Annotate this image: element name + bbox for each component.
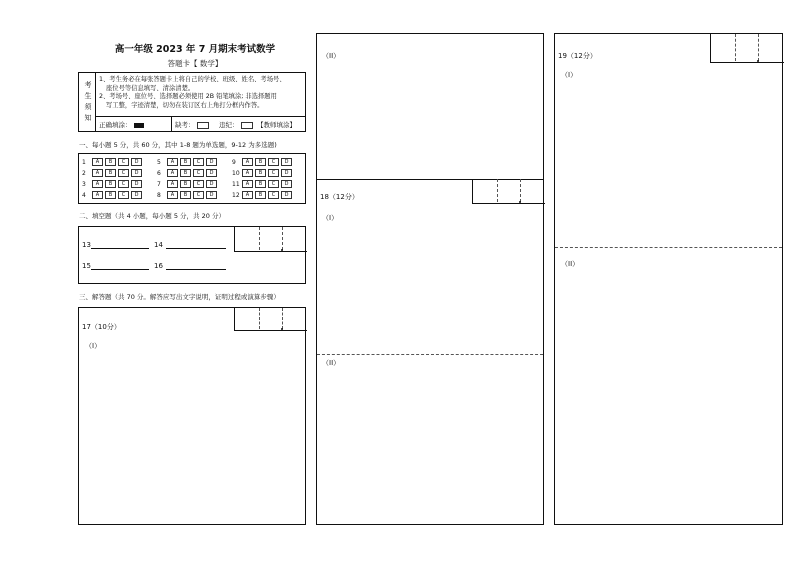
mc-option-bubble[interactable]: A <box>167 169 178 177</box>
mc-question-row <box>157 180 219 188</box>
mc-option-bubble[interactable]: D <box>131 169 142 177</box>
mc-option-bubble[interactable]: C <box>118 180 129 188</box>
question-18-part1: （I） <box>322 214 339 222</box>
mc-option-bubble[interactable]: B <box>255 158 266 166</box>
mc-option-bubble[interactable]: D <box>206 191 217 199</box>
section1-heading: 一、每小题 5 分，共 60 分，其中 1-8 题为单选题，9-12 为多选题) <box>79 141 277 149</box>
page-title: 高一年级 2023 年 7 月期末考试数学 <box>114 44 276 55</box>
notice-text: 1、考生务必在每张答题卡上将自己的学校、班级、姓名、考场号、 座位号等信息填写、清涂清楚。 2、考场号、座位号、选择题必须使用 2B 铅笔填涂; 非选择题用 写工整，字迹清楚，切勿在装订区右上角打分框内作答。 <box>99 76 286 109</box>
violation-checkbox[interactable] <box>241 122 253 129</box>
fill-blank-box <box>78 226 306 284</box>
mc-option-bubble[interactable]: C <box>118 158 129 166</box>
mc-option-bubble[interactable]: A <box>242 180 253 188</box>
mc-option-bubble[interactable]: A <box>92 180 103 188</box>
mc-option-bubble[interactable]: B <box>255 180 266 188</box>
question-19-part1: （I） <box>561 71 578 79</box>
mc-question-row <box>157 191 219 199</box>
mc-option-bubble[interactable]: D <box>131 191 142 199</box>
mc-option-bubble[interactable]: D <box>206 158 217 166</box>
mc-option-bubble[interactable]: B <box>180 180 191 188</box>
mc-question-number: 4 <box>82 191 86 199</box>
score-box-18 <box>472 179 545 204</box>
mc-question-row <box>232 180 294 188</box>
mc-option-bubble[interactable]: D <box>206 180 217 188</box>
mc-question-number: 2 <box>82 169 86 177</box>
teacher-fill-label: 【教师填涂】 <box>257 121 296 129</box>
mc-option-bubble[interactable]: D <box>281 158 292 166</box>
mc-option-bubble[interactable]: C <box>268 169 279 177</box>
mc-option-bubble[interactable]: D <box>281 191 292 199</box>
mc-question-row <box>82 180 144 188</box>
mc-option-bubble[interactable]: A <box>92 191 103 199</box>
column2-part2-label: （II） <box>322 52 341 60</box>
answer-box-17[interactable] <box>78 307 306 525</box>
mc-question-number: 1 <box>82 158 86 166</box>
mc-question-row <box>232 158 294 166</box>
mc-option-bubble[interactable]: A <box>167 180 178 188</box>
mc-question-number: 7 <box>157 180 161 188</box>
mc-option-bubble[interactable]: C <box>193 180 204 188</box>
mc-question-row <box>82 169 144 177</box>
notice-box <box>78 72 306 132</box>
answer-card-subtitle: 答题卡【 数学】 <box>167 59 223 68</box>
answer-column-3[interactable] <box>554 33 783 525</box>
score-box-19 <box>710 34 784 63</box>
mc-option-bubble[interactable]: A <box>242 158 253 166</box>
mc-option-bubble[interactable]: A <box>242 191 253 199</box>
mc-option-bubble[interactable]: C <box>118 191 129 199</box>
mc-option-bubble[interactable]: B <box>180 158 191 166</box>
mc-question-row <box>232 191 294 199</box>
mc-question-number: 10 <box>232 169 240 177</box>
mc-option-bubble[interactable]: B <box>255 169 266 177</box>
mc-question-row <box>232 169 294 177</box>
mc-question-row <box>82 158 144 166</box>
mc-question-number: 11 <box>232 180 240 188</box>
mc-option-bubble[interactable]: C <box>268 180 279 188</box>
notice-label: 考 生 须 知 <box>84 81 92 122</box>
filled-mark-icon <box>134 123 144 128</box>
mc-option-bubble[interactable]: D <box>206 169 217 177</box>
blank-14[interactable]: 14 <box>154 241 226 249</box>
question-17-label: 17（10分） <box>82 323 121 331</box>
blank-16[interactable]: 16 <box>154 262 226 270</box>
mc-option-bubble[interactable]: C <box>268 191 279 199</box>
mc-question-number: 9 <box>232 158 236 166</box>
mc-option-bubble[interactable]: B <box>105 158 116 166</box>
section2-heading: 二、填空题（共 4 小题，每小题 5 分，共 20 分） <box>79 212 225 220</box>
mc-question-row <box>82 191 144 199</box>
mc-option-bubble[interactable]: B <box>105 191 116 199</box>
mc-option-bubble[interactable]: B <box>180 169 191 177</box>
mc-option-bubble[interactable]: C <box>193 169 204 177</box>
section3-heading: 三、解答题（共 70 分。解答应写出文字说明，证明过程或演算步骤） <box>79 293 280 301</box>
mc-option-bubble[interactable]: A <box>92 169 103 177</box>
mc-option-bubble[interactable]: D <box>131 180 142 188</box>
mc-option-bubble[interactable]: C <box>193 158 204 166</box>
mc-option-bubble[interactable]: B <box>105 180 116 188</box>
blank-15[interactable]: 15 <box>82 262 149 270</box>
mc-question-number: 5 <box>157 158 161 166</box>
score-box-fill <box>234 227 307 252</box>
absent-field[interactable]: 缺考： <box>175 120 211 129</box>
mc-option-bubble[interactable]: D <box>281 180 292 188</box>
mc-option-bubble[interactable]: A <box>92 158 103 166</box>
mc-option-bubble[interactable]: C <box>118 169 129 177</box>
mc-question-row <box>157 158 219 166</box>
mc-question-number: 8 <box>157 191 161 199</box>
blank-13[interactable]: 13 <box>82 241 149 249</box>
mc-question-number: 12 <box>232 191 240 199</box>
mc-option-bubble[interactable]: B <box>105 169 116 177</box>
mc-question-number: 6 <box>157 169 161 177</box>
mc-question-number: 3 <box>82 180 86 188</box>
question-17-part1: （I） <box>85 342 102 350</box>
mc-option-bubble[interactable]: D <box>281 169 292 177</box>
mc-option-bubble[interactable]: B <box>180 191 191 199</box>
question-18-part2: （II） <box>322 359 341 367</box>
mc-question-row <box>157 169 219 177</box>
mc-option-bubble[interactable]: A <box>167 191 178 199</box>
question-19-label: 19（12分） <box>558 52 597 60</box>
correct-fill-example: 正确填涂： <box>99 120 144 129</box>
violation-field[interactable]: 违纪： <box>219 120 255 129</box>
answer-column-2[interactable] <box>316 33 544 525</box>
mc-option-bubble[interactable]: B <box>255 191 266 199</box>
mc-option-bubble[interactable]: D <box>131 158 142 166</box>
absent-checkbox[interactable] <box>197 122 209 129</box>
question-18-label: 18（12分） <box>320 193 359 201</box>
question-19-part2: （II） <box>561 260 580 268</box>
multiple-choice-box <box>78 153 306 204</box>
mc-option-bubble[interactable]: C <box>193 191 204 199</box>
mc-option-bubble[interactable]: C <box>268 158 279 166</box>
score-box-17 <box>234 308 307 331</box>
mc-option-bubble[interactable]: A <box>167 158 178 166</box>
mc-option-bubble[interactable]: A <box>242 169 253 177</box>
